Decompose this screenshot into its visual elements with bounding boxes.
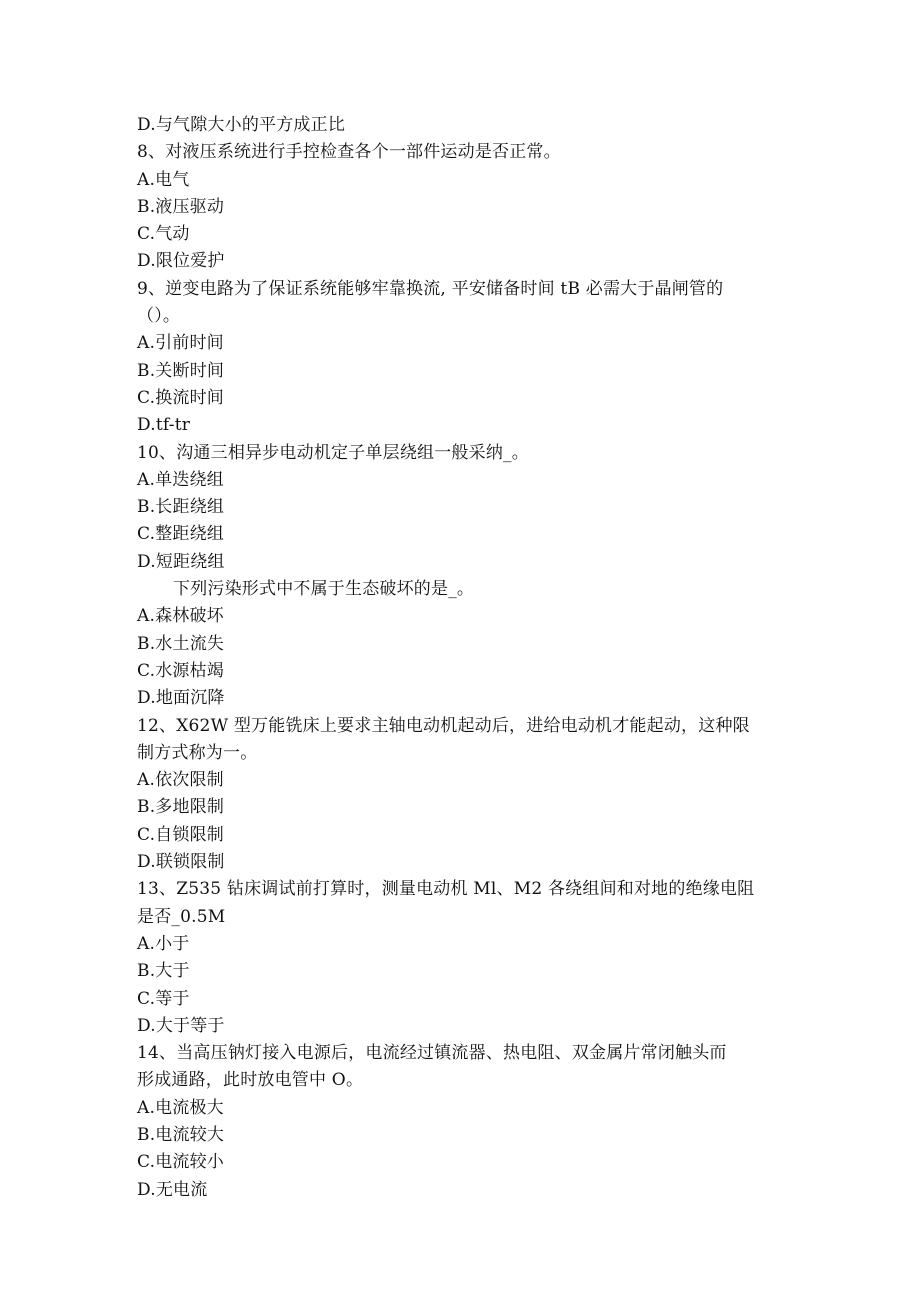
text-line: 下列污染形式中不属于生态破坏的是_。	[173, 579, 475, 600]
text-line: B.大于	[137, 961, 190, 982]
text-line: A.单迭绕组	[137, 469, 224, 490]
text-line: A.引前时间	[137, 333, 224, 354]
text-line: 13、Z535 钻床调试前打算时，测量电动机 Ml、M2 各绕组间和对地的绝缘电阻	[137, 879, 755, 900]
text-line: C.换流时间	[137, 387, 225, 408]
text-line: 12、X62W 型万能铣床上要求主轴电动机起动后，进给电动机才能起动，这种限	[137, 715, 750, 736]
text-line: A.电气	[137, 169, 190, 190]
text-line: C.等于	[137, 988, 190, 1009]
text-line: B.液压驱动	[137, 196, 225, 217]
document-body	[137, 112, 797, 1204]
text-line: C.水源枯竭	[137, 660, 225, 681]
text-line: B.电流较大	[137, 1124, 225, 1145]
text-line: 8、对液压系统进行手控检查各个一部件运动是否正常。	[137, 142, 561, 163]
text-line: 10、沟通三相异步电动机定子单层绕组一般采纳_。	[137, 442, 529, 463]
text-line: D.短距绕组	[137, 551, 225, 572]
text-line: D.大于等于	[137, 1015, 225, 1036]
text-line: 制方式称为一。	[137, 742, 258, 763]
text-line: C.整距绕组	[137, 524, 225, 545]
text-line: 形成通路，此时放电管中 O。	[137, 1070, 364, 1091]
text-line: C.电流较小	[137, 1152, 225, 1173]
text-line: B.水土流失	[137, 633, 225, 654]
text-line: B.关断时间	[137, 360, 225, 381]
text-line: C.气动	[137, 224, 190, 245]
text-line: D.与气隙大小的平方成正比	[137, 115, 346, 135]
text-line: 是否_0.5M	[137, 906, 226, 927]
text-line: B.长距绕组	[137, 497, 225, 518]
text-line: 14、当高压钠灯接入电源后，电流经过镇流器、热电阻、双金属片常闭触头而	[137, 1043, 727, 1064]
text-line: D.联锁限制	[137, 852, 225, 873]
text-line: A.电流极大	[137, 1097, 224, 1118]
text-line: D.限位爱护	[137, 251, 225, 272]
text-line: C.自锁限制	[137, 824, 225, 845]
text-line: 9、逆变电路为了保证系统能够牢靠换流, 平安储备时间 tB 必需大于晶闸管的	[137, 278, 724, 299]
text-line: （）。	[137, 306, 181, 327]
text-line: B.多地限制	[137, 797, 225, 818]
text-line: D.无电流	[137, 1179, 208, 1200]
text-line: A.依次限制	[137, 770, 224, 791]
text-line: D.tf-tr	[137, 415, 191, 436]
text-line: A.森林破坏	[137, 606, 224, 627]
text-line: A.小于	[137, 933, 190, 954]
text-line: D.地面沉降	[137, 688, 225, 709]
